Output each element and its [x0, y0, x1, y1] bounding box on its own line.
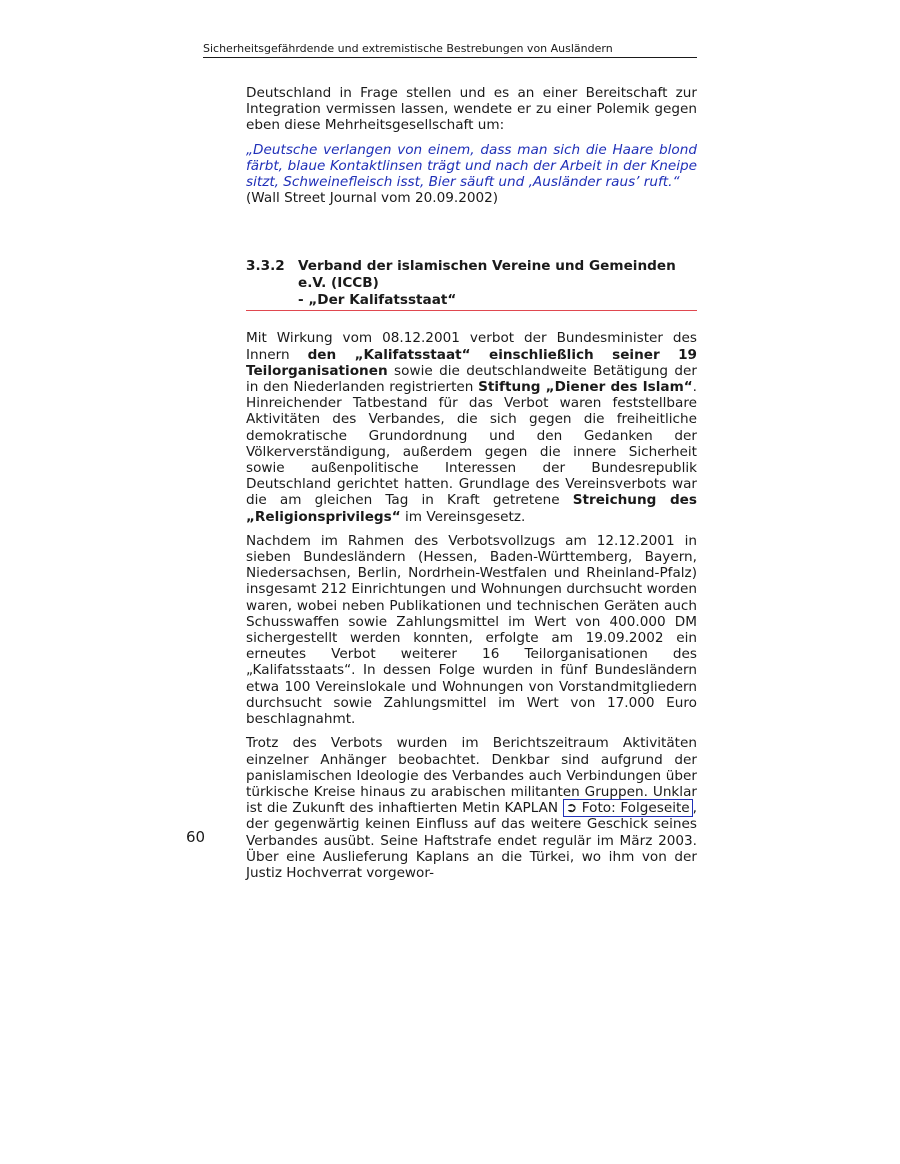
running-header: Sicherheitsgefährdende und extremistische Bestrebungen von Ausländern [203, 42, 697, 58]
quote-source: (Wall Street Journal vom 20.09.2002) [246, 190, 499, 207]
paragraph-activities [246, 735, 697, 881]
paragraph-enforcement: Nachdem im Rahmen des Verbotsvollzugs am 12.12.2001 in sieben Bundesländern (Hessen, Baden-Württemberg, Bayern, Niedersachsen, Berlin, Nordrhein-Westfalen und Rheinland-Pfalz) insgesamt 212 Einrichtungen und Wohnungen durchsucht worden waren, wobei neben Publikationen und technischen Geräten auch Schusswaffen sowie Zahlungsmittel im Wert von 400.000 DM sichergestellt werden konnten, erfolgte am 19.09.2002 ein erneutes Verbot weiterer 16 Teilorganisationen des „Kalifatsstaats“. In dessen Folge wurden in fünf Bundesländern etwa 100 Vereinslokale und Wohnungen von Vorstandmitgliedern durchsucht sowie Zahlungsmittel im Wert von 17.000 Euro beschlagnahmt. [246, 532, 697, 728]
text-span: , der gegenwärtig keinen Einfluss auf das weitere Geschick seines Verbandes ausübt. Seine Haftstrafe endet regulär im März 2003. Über eine Auslieferung Kaplans an die Türkei, wo ihm von der Justiz Hochverrat vorgewor- [246, 800, 697, 881]
intro-paragraph: Deutschland in Frage stellen und es an einer Bereitschaft zur Integration vermissen lassen, wendete er zu einer Polemik gegen eben diese Mehrheitsgesellschaft um: [246, 85, 697, 134]
text-span: sowie die deutschlandweite Betätigung der in den Niederlanden registrierten [246, 362, 697, 396]
page-number: 60 [186, 828, 206, 846]
section-number: 3.3.2 [246, 258, 285, 275]
bold-phrase: Streichung des „Religionsprivilegs“ [246, 492, 697, 525]
text-span: Trotz des Verbots wurden im Berichtszeitraum Aktivitäten einzelner Anhänger beobachtet. Denkbar sind aufgrund der panislamischen Ideologie des Verbandes auch Verbindungen über türkische Kreise hinaus zu arabischen militanten Gruppen. Unklar ist die Zukunft des inhaftierten Metin KAPLAN [246, 735, 697, 817]
section-title [298, 258, 697, 309]
blockquote: „Deutsche verlangen von einem, dass man sich die Haare blond färbt, blaue Kontaktlinsen trägt und nach der Arbeit in der Kneipe sitzt, Schweinefleisch isst, Bier säuft und ‚Ausländer raus’ ruft.“ [246, 141, 697, 191]
cross-reference-label: Foto: Folgeseite [581, 800, 690, 817]
photo-cross-reference-link[interactable] [563, 799, 693, 817]
section-title-line1: Verband der islamischen Vereine und Gemeinden e.V. (ICCB) [298, 258, 676, 292]
page-body [246, 85, 697, 881]
arrow-right-icon: ➲ [565, 800, 578, 817]
text-span: Mit Wirkung vom 08.12.2001 verbot der Bundesminister des Innern [246, 330, 697, 363]
paragraph-prohibition [246, 330, 697, 524]
bold-phrase: den „Kalifatsstaat“ einschließlich seiner 19 Teilorganisationen [246, 346, 697, 379]
section-heading [246, 258, 697, 311]
bold-phrase: Stiftung „Diener des Islam“ [478, 379, 693, 396]
text-span: im Vereinsgesetz. [405, 508, 526, 525]
section-title-line2: - „Der Kalifatsstaat“ [298, 292, 457, 309]
text-span: . Hinreichender Tatbestand für das Verbot waren feststellbare Aktivitäten des Verbandes, die sich gegen die freiheitliche demokratische Grundordnung und den Gedanken der Völkerverständigung, außerdem gegen die innere Sicherheit sowie außenpolitische Interessen der Bundesrepublik Deutschland gerichtet hatten. Grundlage des Vereinsverbots war die am gleichen Tag in Kraft getretene [246, 379, 697, 509]
